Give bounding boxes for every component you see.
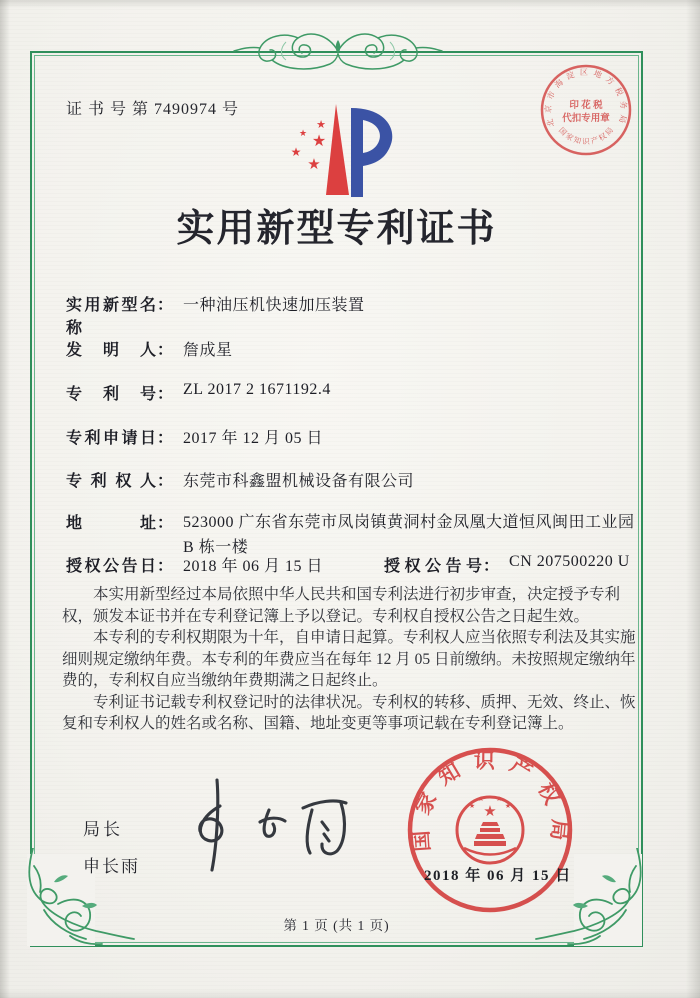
svg-text:★: ★ — [290, 145, 302, 159]
seal-ring-text: 国家知识产权局 — [408, 748, 573, 855]
field-row-grant-date — [66, 553, 323, 576]
field-colon: ： — [157, 430, 174, 447]
national-emblem-icon — [457, 795, 523, 863]
svg-text:★: ★ — [468, 802, 476, 810]
field-row-filing-date — [66, 425, 323, 448]
field-colon: ： — [157, 558, 174, 575]
field-value-inventor: 詹成星 — [183, 342, 233, 359]
field-label: 专利权人 — [66, 473, 156, 490]
svg-text:★: ★ — [495, 795, 503, 803]
svg-text:★: ★ — [504, 802, 512, 810]
svg-text:★: ★ — [298, 128, 308, 138]
svg-text:★: ★ — [311, 133, 327, 150]
field-colon: ： — [157, 515, 174, 532]
stamp-center-line2: 代扣专用章 — [562, 114, 610, 124]
certificate-title: 实用新型专利证书 — [176, 208, 497, 250]
field-colon: ： — [157, 473, 174, 490]
legal-paragraph-2: 本专利的专利权期限为十年，自申请日起算。专利权人应当依照专利法及其实施细则规定缴纳年费。本专利的年费应当在每年 12 月 05 日前缴纳。未按照规定缴纳年费的，专利权自应当缴纳年费期满之日起终止。 — [62, 629, 636, 689]
field-value-patentee: 东莞市科鑫盟机械设备有限公司 — [183, 473, 415, 490]
field-value-filing-date: 2017 年 12 月 05 日 — [183, 430, 324, 447]
stamp-ring-bottom-text: 国家知识产权局 — [556, 124, 617, 147]
svg-text:★: ★ — [483, 804, 497, 820]
field-value-name: 一种油压机快速加压装置 — [183, 297, 365, 314]
stamp-ring-top-text: 北京市海淀区地方税务局 — [543, 67, 629, 129]
field-value-grant-number: CN 207500220 U — [509, 553, 630, 570]
field-label: 地址 — [66, 515, 156, 532]
field-label: 授权公告日 — [66, 558, 156, 575]
field-label: 实用新型名称 — [66, 297, 156, 337]
cnipa-official-seal — [404, 744, 576, 920]
field-label: 专利号 — [66, 386, 156, 403]
field-colon: ： — [157, 386, 174, 403]
logo-red-spire — [326, 104, 349, 195]
field-label: 发明人 — [66, 342, 156, 359]
field-colon: ： — [157, 342, 174, 359]
page-number: 第 1 页 (共 1 页) — [283, 918, 390, 933]
field-label: 专利申请日 — [66, 430, 156, 447]
legal-paragraph-3: 专利证书记载专利权登记时的法律状况。专利权的转移、质押、无效、终止、恢复和专利权人的姓名或名称、国籍、地址变更等事项记载在专利登记簿上。 — [62, 693, 636, 732]
legal-paragraph-1: 本实用新型经过本局依照中华人民共和国专利法进行初步审查，决定授予专利权，颁发本证书并在专利登记簿上予以登记。专利权自授权公告之日起生效。 — [62, 586, 621, 625]
field-value-patent-number: ZL 2017 2 1671192.4 — [183, 381, 331, 398]
logo-blue-p — [351, 108, 392, 197]
commissioner-title: 局长 — [83, 820, 123, 839]
commissioner-name: 申长雨 — [83, 857, 140, 876]
tax-office-stamp — [534, 58, 638, 162]
certificate-number: 证 书 号 第 7490974 号 — [66, 101, 240, 118]
field-value-address: 523000 广东省东莞市凤岗镇黄洞村金凤凰大道恒风闽田工业园 B 栋一楼 — [183, 514, 635, 556]
svg-text:★: ★ — [477, 795, 485, 803]
seal-date: 2018 年 06 月 15 日 — [424, 868, 572, 884]
field-label: 授权公告号 — [384, 558, 482, 575]
field-value-grant-date: 2018 年 06 月 15 日 — [183, 558, 324, 575]
field-row-patent-number — [66, 381, 331, 404]
svg-text:★: ★ — [307, 157, 321, 173]
field-row-grant-number — [384, 553, 630, 576]
logo-stars-icon — [291, 119, 327, 173]
svg-text:★: ★ — [316, 119, 326, 131]
commissioner-block — [83, 815, 140, 877]
field-row-name — [66, 292, 365, 338]
top-center-scroll-ornament — [232, 26, 444, 76]
stamp-center-line1: 印 花 税 — [569, 101, 603, 111]
field-colon: ： — [157, 297, 174, 314]
commissioner-signature-icon — [172, 770, 357, 878]
field-row-inventor — [66, 337, 233, 360]
legal-text — [62, 584, 639, 735]
patent-office-logo — [283, 100, 399, 198]
field-colon: ： — [483, 558, 500, 575]
field-row-patentee — [66, 468, 414, 491]
svg-text:国家知识产权局 — [557, 124, 616, 146]
